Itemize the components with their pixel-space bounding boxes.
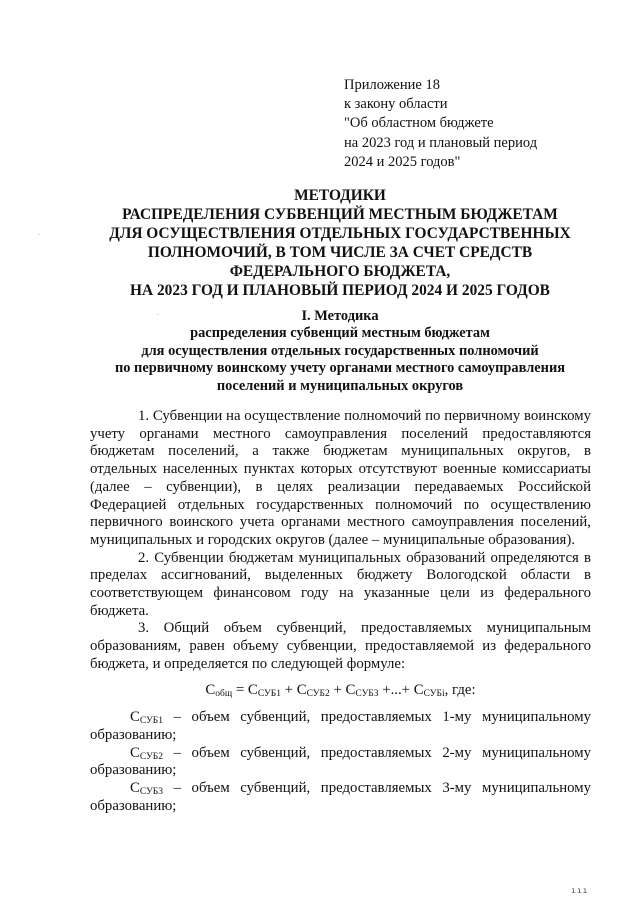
scan-dot: · xyxy=(38,232,40,239)
document-body xyxy=(90,408,591,815)
formula-part: + С xyxy=(329,681,356,698)
section-line: I. Методика xyxy=(301,308,379,324)
definition-symbol: С xyxy=(130,709,140,726)
section-line: для осуществления отдельных государственных полномочий xyxy=(141,342,539,359)
formula-part: + С xyxy=(280,681,307,698)
definition-text: – объем субвенций, предоставляемых 2-му муниципальному образованию; xyxy=(90,744,591,779)
title-line: ДЛЯ ОСУЩЕСТВЛЕНИЯ ОТДЕЛЬНЫХ ГОСУДАРСТВЕННЫХ xyxy=(109,225,571,243)
definition-subscript: СУБ3 xyxy=(139,787,164,798)
formula xyxy=(90,682,591,700)
definition-1 xyxy=(90,709,591,744)
paragraph-1: 1. Субвенции на осуществление полномочий по первичному воинскому учету органами местного самоуправления поселений предоставляются бюджетам поселений, а также бюджетам муниципальных округов, в отдельных населенных пунктах которых отсутствуют военные комиссариаты (далее – субвенции), в целях реализации передаваемых Российской Федерацией отдельных государственных полномочий по осуществлению первичного воинского учета органами местного самоуправления поселений, муниципальных и городских округов (далее – муниципальные образования). xyxy=(90,408,591,548)
paragraph-3: 3. Общий объем субвенций, предоставляемых муниципальным образованиям, равен объему субвенции, предоставляемой из федерального бюджета, и определяется по следующей формуле: xyxy=(90,620,591,672)
appendix-line: 2024 и 2025 годов" xyxy=(344,153,461,170)
formula-subscript: СУБ1 xyxy=(257,688,281,699)
formula-part: С xyxy=(205,681,216,698)
definition-text: – объем субвенций, предоставляемых 3-му муниципальному образованию; xyxy=(90,780,591,814)
appendix-line: Приложение 18 xyxy=(344,77,440,93)
title-line: ФЕДЕРАЛЬНОГО БЮДЖЕТА, xyxy=(229,263,451,281)
section-heading xyxy=(40,308,640,395)
footer-mark: ııı xyxy=(571,886,589,895)
definition-3 xyxy=(90,780,591,815)
formula-part: +...+ С xyxy=(378,681,424,698)
appendix-line: к закону области xyxy=(344,96,448,113)
appendix-line: на 2023 год и плановый период xyxy=(344,134,538,151)
paragraph-2: 2. Субвенции бюджетам муниципальных образований определяются в пределах ассигнований, выделенных бюджету Вологодской области в соответствующем финансовом году на указанные цели из федерального бюджета. xyxy=(90,549,591,619)
formula-subscript: СУБi xyxy=(423,688,445,699)
title-line: РАСПРЕДЕЛЕНИЯ СУБВЕНЦИЙ МЕСТНЫМ БЮДЖЕТАМ xyxy=(122,206,558,224)
definition-subscript: СУБ2 xyxy=(139,751,164,762)
formula-part: , где: xyxy=(444,681,476,698)
formula-subscript: СУБ3 xyxy=(355,688,379,699)
definition-symbol: С xyxy=(130,744,140,761)
section-line: по первичному воинскому учету органами местного самоуправления xyxy=(114,360,566,377)
formula-part: = С xyxy=(232,681,258,698)
scan-dot: · xyxy=(157,312,159,319)
title-line: НА 2023 ГОД И ПЛАНОВЫЙ ПЕРИОД 2024 И 2025 ГОДОВ xyxy=(130,282,550,300)
definition-subscript: СУБ1 xyxy=(139,716,164,727)
definition-text: – объем субвенций, предоставляемых 1-му муниципальному образованию; xyxy=(90,709,591,743)
formula-subscript: СУБ2 xyxy=(306,688,330,699)
definition-symbol: С xyxy=(130,780,140,797)
section-line: распределения субвенций местным бюджетам xyxy=(190,325,490,342)
appendix-header xyxy=(344,76,537,172)
section-line: поселений и муниципальных округов xyxy=(216,377,464,394)
formula-subscript: общ xyxy=(215,688,233,699)
title-line: ПОЛНОМОЧИЙ, В ТОМ ЧИСЛЕ ЗА СЧЕТ СРЕДСТВ xyxy=(147,244,533,262)
document-title xyxy=(40,186,640,301)
title-line: МЕТОДИКИ xyxy=(294,187,386,204)
appendix-line: "Об областном бюджете xyxy=(344,115,494,132)
definition-2 xyxy=(90,745,591,780)
